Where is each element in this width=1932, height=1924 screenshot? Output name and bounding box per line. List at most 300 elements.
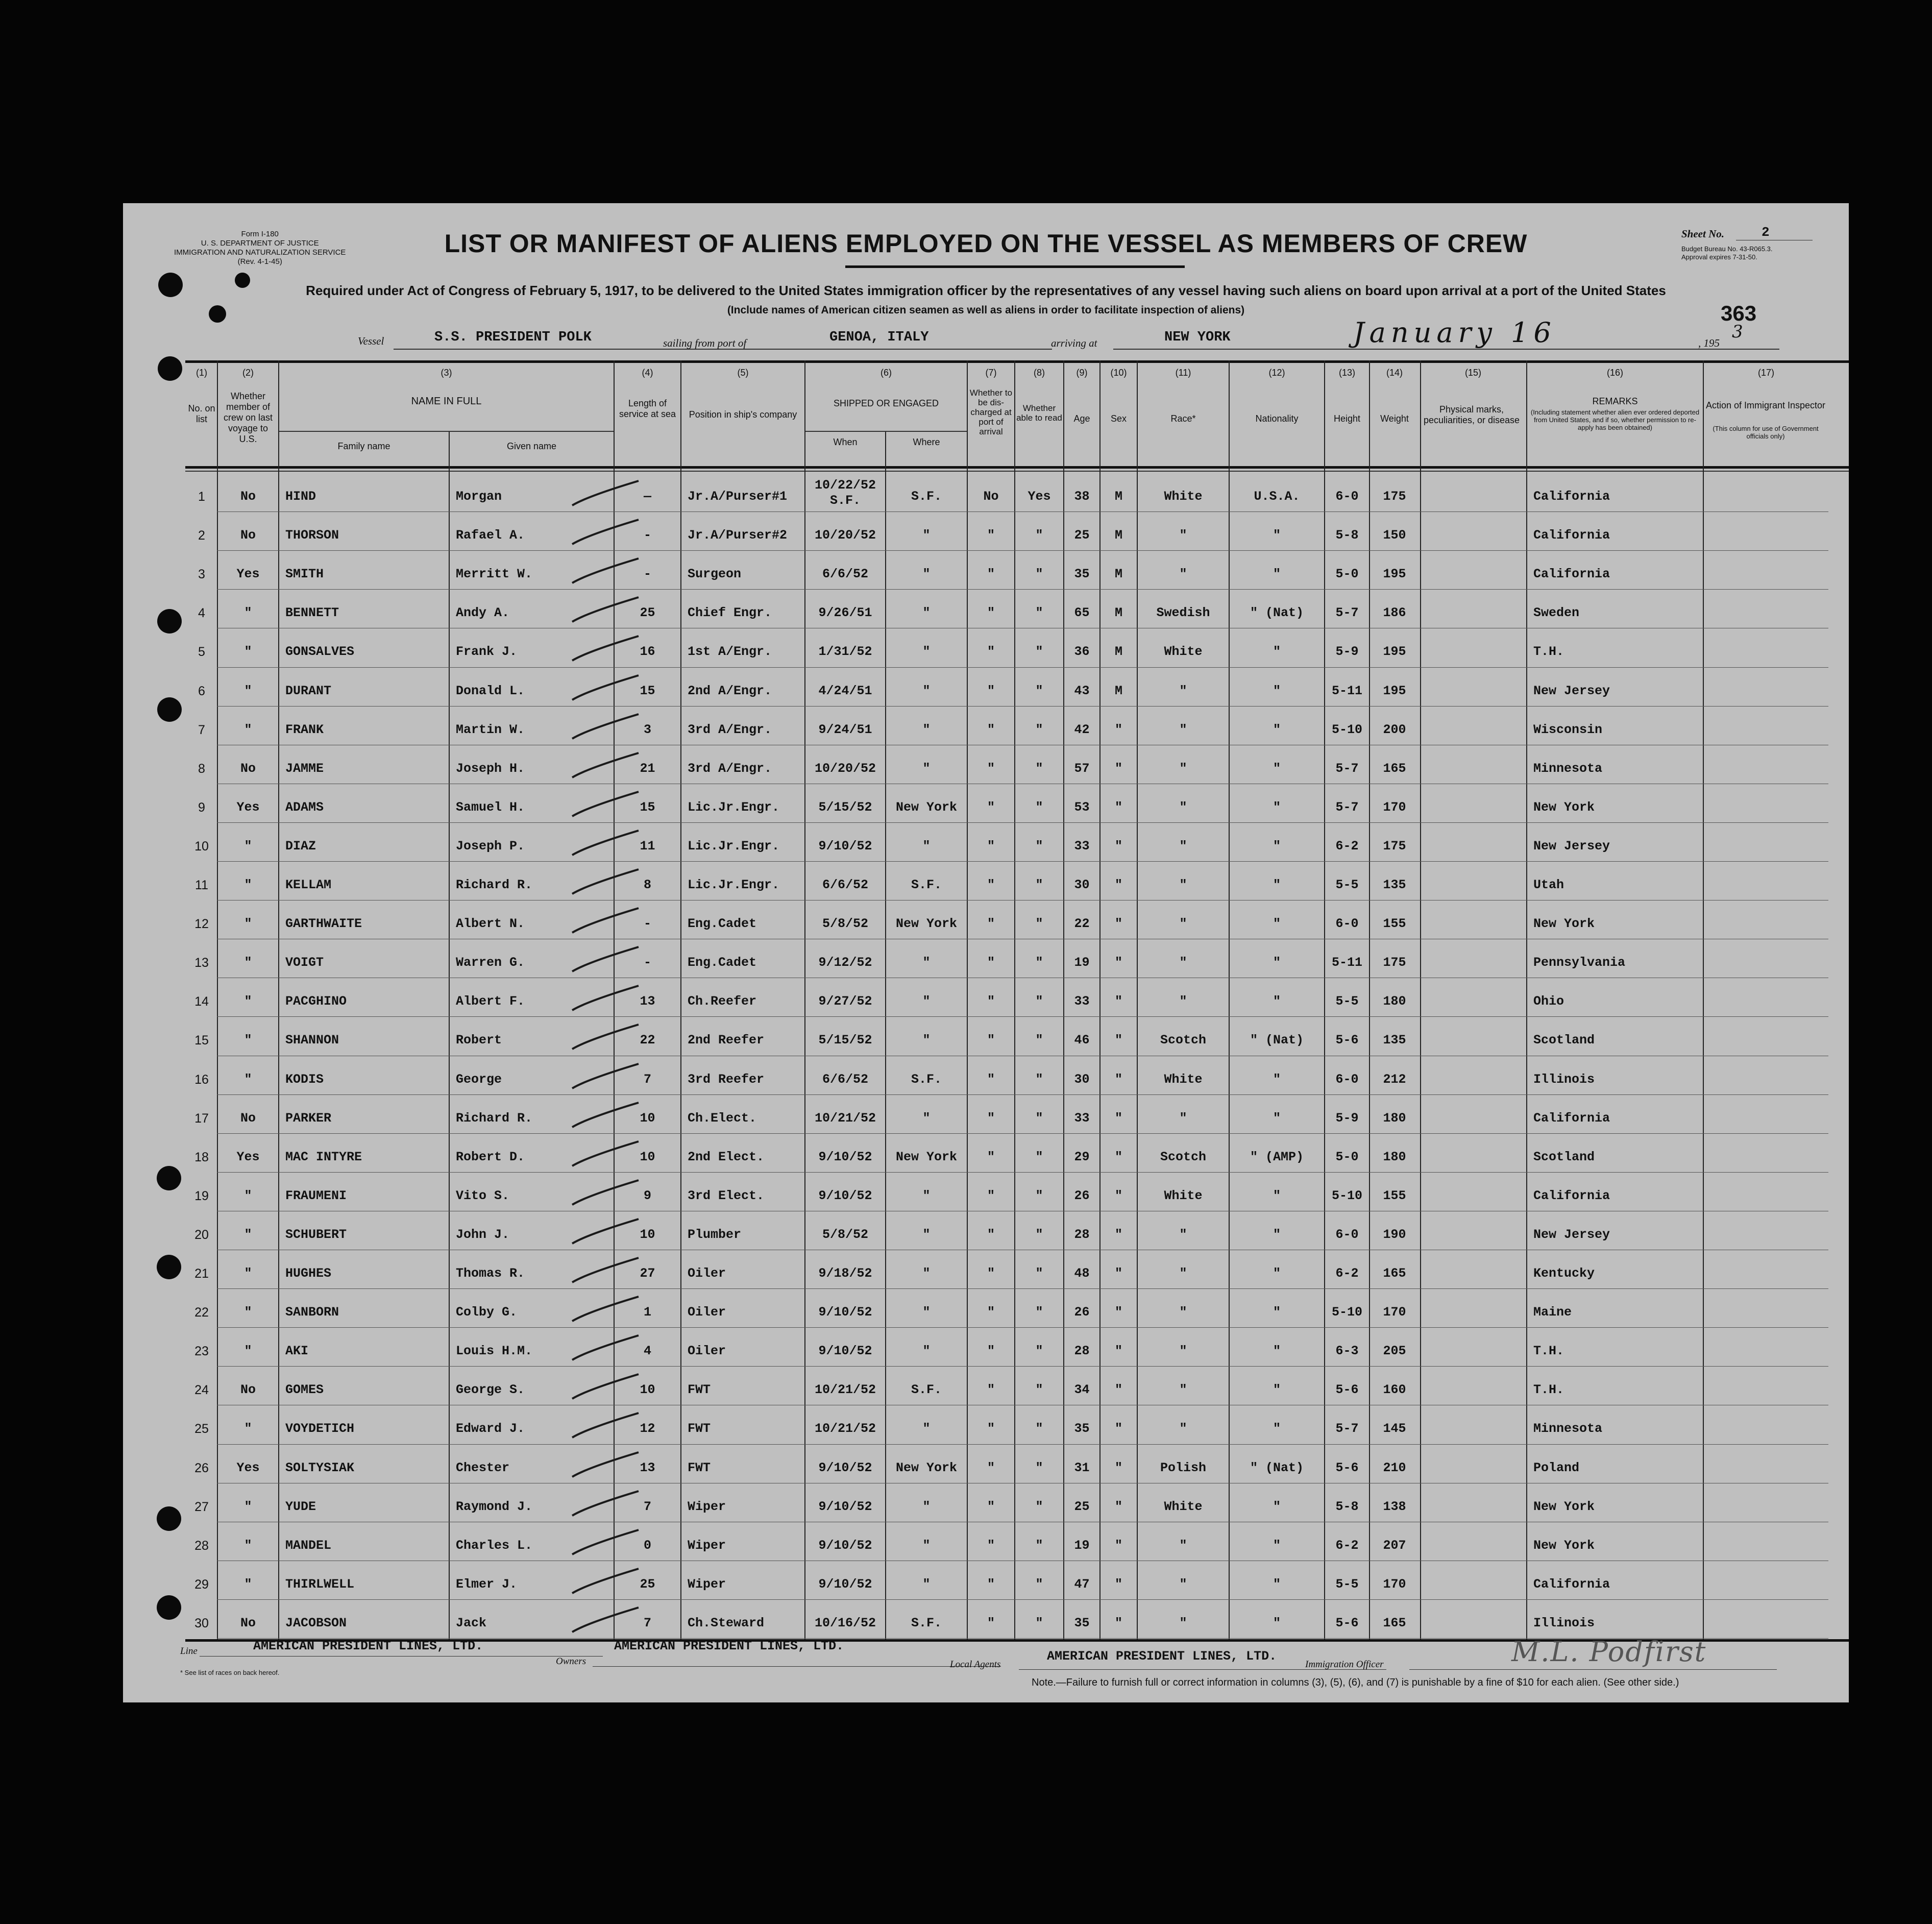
cell-race: White <box>1164 489 1203 504</box>
cell-sex: " <box>1114 1305 1122 1320</box>
cell-disch: " <box>987 761 995 776</box>
cell-crew: " <box>244 1499 252 1514</box>
cell-sex: " <box>1114 1460 1122 1475</box>
cell-family: FRAUMENI <box>285 1188 347 1203</box>
cell-nat: " <box>1273 994 1281 1009</box>
pen-check-mark <box>557 1447 659 1483</box>
cell-read: " <box>1035 528 1043 543</box>
cell-disch: " <box>987 644 995 660</box>
cell-remarks: T.H. <box>1533 644 1564 660</box>
cell-service: - <box>643 955 651 970</box>
cell-family: GONSALVES <box>285 644 355 660</box>
cell-age: 26 <box>1074 1305 1090 1320</box>
cell-position: Jr.A/Purser#1 <box>688 489 788 504</box>
cell-when: 10/16/52 <box>814 1615 876 1630</box>
header-height: Height <box>1333 413 1361 424</box>
column-number: (1) <box>196 368 207 378</box>
cell-disch: " <box>987 1344 995 1359</box>
cell-remarks: California <box>1533 1576 1610 1592</box>
cell-read: " <box>1035 799 1043 815</box>
service-name: IMMIGRATION AND NATURALIZATION SERVICE <box>174 248 346 257</box>
cell-when: 9/18/52 <box>818 1266 872 1281</box>
cell-remarks: Poland <box>1533 1460 1580 1475</box>
cell-disch: " <box>987 1421 995 1436</box>
cell-family: YUDE <box>285 1499 316 1514</box>
row-separator <box>217 667 1828 668</box>
cell-crew: Yes <box>236 1149 260 1164</box>
cell-family: PACGHINO <box>285 994 347 1009</box>
cell-when: 9/10/52 <box>818 1576 872 1592</box>
cell-weight: 155 <box>1383 1188 1406 1203</box>
cell-crew: " <box>244 1266 252 1281</box>
cell-family: SCHUBERT <box>285 1227 347 1242</box>
cell-no: 17 <box>194 1111 209 1126</box>
cell-position: 1st A/Engr. <box>688 644 772 660</box>
cell-where: " <box>922 722 931 737</box>
cell-where: " <box>922 1227 931 1242</box>
pen-check-mark <box>557 670 659 706</box>
cell-weight: 205 <box>1383 1344 1406 1359</box>
cell-crew: Yes <box>236 799 260 815</box>
cell-age: 35 <box>1074 1421 1090 1436</box>
pen-check-mark <box>557 476 659 512</box>
cell-sex: M <box>1114 605 1122 621</box>
cell-nat: " (Nat) <box>1250 1033 1304 1048</box>
cell-age: 35 <box>1074 567 1090 582</box>
cell-remarks: T.H. <box>1533 1344 1564 1359</box>
cell-race: " <box>1179 1305 1187 1320</box>
cell-given: Rafael A. <box>456 528 525 543</box>
arrival-date-handwritten: January 16 <box>1353 316 1556 349</box>
column-rule <box>1526 360 1527 1639</box>
cell-height: 5-0 <box>1335 1149 1359 1164</box>
approval-expiry: Approval expires 7-31-50. <box>1681 253 1757 261</box>
cell-crew: " <box>244 1421 252 1436</box>
cell-disch: " <box>987 916 995 932</box>
footer-owners-label: Owners <box>556 1656 586 1667</box>
column-rule <box>1420 360 1421 1639</box>
cell-weight: 138 <box>1383 1499 1406 1514</box>
cell-sex: " <box>1114 955 1122 970</box>
cell-read: " <box>1035 1110 1043 1126</box>
cell-given: Martin W. <box>456 722 525 737</box>
cell-sex: " <box>1114 761 1122 776</box>
cell-no: 24 <box>194 1383 209 1398</box>
cell-age: 33 <box>1074 1110 1090 1126</box>
cell-family: THIRLWELL <box>285 1576 355 1592</box>
row-separator <box>217 1133 1828 1134</box>
cell-sex: " <box>1114 722 1122 737</box>
budget-number: Budget Bureau No. 43-R065.3. <box>1681 245 1773 253</box>
cell-height: 5-5 <box>1335 878 1359 892</box>
cell-crew: " <box>244 1344 252 1359</box>
cell-age: 48 <box>1074 1266 1090 1281</box>
header-where: Where <box>913 437 940 447</box>
cell-sex: " <box>1114 878 1122 892</box>
header-name-in-full: NAME IN FULL <box>411 396 482 407</box>
cell-position: Wiper <box>688 1538 726 1553</box>
punch-hole <box>157 1166 181 1190</box>
cell-race: " <box>1179 1576 1187 1592</box>
column-number: (11) <box>1175 368 1191 378</box>
cell-age: 19 <box>1074 955 1090 970</box>
cell-position: Lic.Jr.Engr. <box>688 838 780 854</box>
cell-where: S.F. <box>911 1382 942 1398</box>
cell-where: S.F. <box>911 878 942 892</box>
cell-height: 6-2 <box>1335 1538 1359 1553</box>
cell-family: MANDEL <box>285 1538 332 1553</box>
cell-remarks: Ohio <box>1533 994 1564 1009</box>
pen-check-mark <box>557 515 659 550</box>
cell-given: Charles L. <box>456 1538 533 1553</box>
cell-position: 3rd Reefer <box>688 1071 765 1087</box>
cell-disch: " <box>987 1188 995 1203</box>
column-rule <box>278 360 279 1639</box>
cell-where: " <box>922 1576 931 1592</box>
cell-nat: " <box>1273 916 1281 932</box>
row-separator <box>217 1599 1828 1600</box>
cell-nat: " <box>1273 1227 1281 1242</box>
cell-weight: 200 <box>1383 722 1406 737</box>
cell-crew: No <box>240 489 256 504</box>
row-separator <box>217 706 1828 707</box>
cell-service: 21 <box>640 761 655 776</box>
cell-when: 4/24/51 <box>818 683 872 698</box>
cell-where: " <box>922 1033 931 1048</box>
pen-check-mark <box>557 981 659 1016</box>
cell-position: Lic.Jr.Engr. <box>688 799 780 815</box>
cell-age: 19 <box>1074 1538 1090 1553</box>
cell-service: 25 <box>640 1576 655 1592</box>
cell-nat: U.S.A. <box>1254 489 1300 504</box>
cell-age: 26 <box>1074 1188 1090 1203</box>
cell-sex: " <box>1114 1538 1122 1553</box>
cell-remarks: California <box>1533 1188 1610 1203</box>
cell-no: 29 <box>194 1577 209 1592</box>
cell-given: Robert D. <box>456 1149 525 1164</box>
cell-service: 7 <box>643 1071 651 1087</box>
cell-position: 2nd A/Engr. <box>688 683 772 698</box>
cell-given: Albert F. <box>456 994 525 1009</box>
cell-given: Vito S. <box>456 1188 510 1203</box>
cell-height: 5-10 <box>1331 1305 1362 1320</box>
cell-service: 8 <box>643 878 651 892</box>
cell-family: GOMES <box>285 1382 324 1398</box>
arriving-label: arriving at <box>1051 337 1097 349</box>
cell-where: New York <box>895 799 958 815</box>
cell-sex: " <box>1114 916 1122 932</box>
cell-crew: " <box>244 916 252 932</box>
cell-nat: " <box>1273 1421 1281 1436</box>
cell-read: " <box>1035 1538 1043 1553</box>
footer-officer-label: Immigration Officer <box>1305 1659 1384 1670</box>
cell-given: Richard R. <box>456 1110 533 1126</box>
cell-when: 5/15/52 <box>818 1033 872 1048</box>
cell-when: 9/10/52 <box>818 1344 872 1359</box>
cell-when: 5/15/52 <box>818 799 872 815</box>
cell-weight: 175 <box>1383 955 1406 970</box>
cell-family: VOYDETICH <box>285 1421 355 1436</box>
cell-service: 10 <box>640 1227 655 1242</box>
cell-given: Richard R. <box>456 878 533 892</box>
cell-no: 20 <box>194 1227 209 1242</box>
pen-check-mark <box>557 942 659 978</box>
header-nationality: Nationality <box>1255 413 1299 424</box>
cell-position: 2nd Reefer <box>688 1033 765 1048</box>
cell-no: 8 <box>198 761 205 776</box>
department-name: U. S. DEPARTMENT OF JUSTICE <box>201 239 319 248</box>
header-action-note: (This column for use of Government officials only) <box>1713 425 1819 440</box>
cell-where: " <box>922 761 931 776</box>
cell-given: Chester <box>456 1460 510 1475</box>
shipped-header-rule <box>805 431 967 432</box>
pen-check-mark <box>557 1292 659 1327</box>
cell-family: MAC INTYRE <box>285 1149 362 1164</box>
cell-given: Louis H.M. <box>456 1344 533 1359</box>
cell-when: 9/10/52 <box>818 1499 872 1514</box>
cell-sex: " <box>1114 799 1122 815</box>
cell-disch: " <box>987 1499 995 1514</box>
table-header-rule <box>185 466 1849 469</box>
cell-read: " <box>1035 1149 1043 1164</box>
cell-height: 5-11 <box>1331 955 1362 970</box>
cell-remarks: Scotland <box>1533 1149 1595 1164</box>
cell-no: 12 <box>194 917 209 932</box>
row-separator <box>217 1444 1828 1445</box>
cell-read: " <box>1035 1460 1043 1475</box>
cell-race: White <box>1164 644 1203 660</box>
cell-family: HIND <box>285 489 316 504</box>
cell-crew: " <box>244 1538 252 1553</box>
cell-crew: " <box>244 1071 252 1087</box>
cell-disch: " <box>987 878 995 892</box>
header-remarks: REMARKS <box>1592 396 1638 406</box>
cell-race: " <box>1179 1344 1187 1359</box>
cell-weight: 212 <box>1383 1071 1406 1087</box>
cell-remarks: California <box>1533 1110 1610 1126</box>
cell-disch: " <box>987 955 995 970</box>
cell-nat: " <box>1273 761 1281 776</box>
cell-position: Ch.Reefer <box>688 994 757 1009</box>
punch-hole <box>157 1506 181 1531</box>
cell-nat: " <box>1273 878 1281 892</box>
cell-nat: " <box>1273 1615 1281 1630</box>
cell-when: 9/10/52 <box>818 1305 872 1320</box>
cell-remarks: California <box>1533 489 1610 504</box>
cell-where: " <box>922 605 931 621</box>
cell-race: " <box>1179 567 1187 582</box>
cell-nat: " <box>1273 683 1281 698</box>
row-separator <box>217 1094 1828 1095</box>
cell-nat: " <box>1273 528 1281 543</box>
footer-agents-label: Local Agents <box>950 1659 1001 1670</box>
cell-read: " <box>1035 644 1043 660</box>
sailing-port: GENOA, ITALY <box>829 330 929 345</box>
cell-given: Warren G. <box>456 955 525 970</box>
cell-race: " <box>1179 1110 1187 1126</box>
cell-crew: Yes <box>236 567 260 582</box>
cell-position: Wiper <box>688 1499 726 1514</box>
cell-service: - <box>643 567 651 582</box>
cell-no: 2 <box>198 528 205 543</box>
pen-check-mark <box>557 1098 659 1133</box>
cell-crew: " <box>244 1033 252 1048</box>
cell-disch: " <box>987 1110 995 1126</box>
pen-check-mark <box>557 1408 659 1444</box>
cell-sex: " <box>1114 1033 1122 1048</box>
cell-position: 3rd Elect. <box>688 1188 765 1203</box>
cell-disch: " <box>987 1071 995 1087</box>
cell-when: 9/24/51 <box>818 722 872 737</box>
cell-remarks: Sweden <box>1533 605 1580 621</box>
cell-disch: " <box>987 1305 995 1320</box>
cell-remarks: Illinois <box>1533 1071 1595 1087</box>
cell-height: 5-9 <box>1335 644 1359 660</box>
cell-no: 26 <box>194 1460 209 1475</box>
cell-position: 3rd A/Engr. <box>688 722 772 737</box>
pen-check-mark <box>557 748 659 784</box>
cell-age: 33 <box>1074 838 1090 854</box>
header-family-name: Family name <box>337 441 390 451</box>
cell-read: " <box>1035 994 1043 1009</box>
cell-race: " <box>1179 1382 1187 1398</box>
cell-family: HUGHES <box>285 1266 332 1281</box>
cell-no: 5 <box>198 645 205 660</box>
cell-service: 15 <box>640 799 655 815</box>
cell-disch: " <box>987 567 995 582</box>
row-separator <box>217 1327 1828 1328</box>
cell-nat: " (AMP) <box>1250 1149 1304 1164</box>
cell-family: KODIS <box>285 1071 324 1087</box>
cell-where: New York <box>895 1460 958 1475</box>
cell-service: 10 <box>640 1149 655 1164</box>
cell-height: 5-8 <box>1335 1499 1359 1514</box>
column-number: (9) <box>1076 368 1088 378</box>
cell-nat: " <box>1273 1538 1281 1553</box>
cell-weight: 175 <box>1383 838 1406 854</box>
cell-race: " <box>1179 761 1187 776</box>
cell-crew: " <box>244 1305 252 1320</box>
cell-given: George S. <box>456 1382 525 1398</box>
cell-height: 5-7 <box>1335 761 1359 776</box>
pen-check-mark <box>557 592 659 628</box>
cell-remarks: California <box>1533 528 1610 543</box>
cell-disch: " <box>987 1149 995 1164</box>
cell-no: 28 <box>194 1538 209 1553</box>
cell-disch: " <box>987 722 995 737</box>
cell-family: KELLAM <box>285 878 332 892</box>
cell-remarks: Utah <box>1533 878 1564 892</box>
pen-check-mark <box>557 709 659 745</box>
cell-given: Jack <box>456 1615 487 1630</box>
cell-weight: 135 <box>1383 878 1406 892</box>
cell-where: " <box>922 683 931 698</box>
cell-crew: Yes <box>236 1460 260 1475</box>
cell-race: " <box>1179 683 1187 698</box>
cell-weight: 186 <box>1383 605 1406 621</box>
cell-where: " <box>922 1499 931 1514</box>
pen-check-mark <box>557 1564 659 1599</box>
arriving-port: NEW YORK <box>1164 330 1231 345</box>
cell-position: FWT <box>688 1382 711 1398</box>
cell-given: Joseph H. <box>456 761 525 776</box>
cell-age: 22 <box>1074 916 1090 932</box>
cell-weight: 170 <box>1383 799 1406 815</box>
cell-disch: " <box>987 1538 995 1553</box>
cell-nat: " <box>1273 644 1281 660</box>
cell-no: 1 <box>198 490 205 504</box>
cell-family: SANBORN <box>285 1305 339 1320</box>
cell-age: 65 <box>1074 605 1090 621</box>
cell-race: White <box>1164 1071 1203 1087</box>
cell-read: " <box>1035 1266 1043 1281</box>
vessel-name: S.S. PRESIDENT POLK <box>434 330 592 345</box>
cell-height: 5-7 <box>1335 1421 1359 1436</box>
cell-disch: " <box>987 605 995 621</box>
table-top-rule <box>185 360 1849 363</box>
cell-service: 25 <box>640 605 655 621</box>
cell-when: 6/6/52 <box>822 1071 868 1087</box>
pen-check-mark <box>557 864 659 900</box>
cell-height: 5-6 <box>1335 1615 1359 1630</box>
column-number: (16) <box>1606 368 1623 378</box>
cell-family: JACOBSON <box>285 1615 347 1630</box>
header-weight: Weight <box>1380 413 1409 424</box>
row-separator <box>217 1288 1828 1289</box>
cell-read: " <box>1035 1576 1043 1592</box>
cell-when: 10/21/52 <box>814 1421 876 1436</box>
punch-hole <box>158 356 182 381</box>
cell-family: FRANK <box>285 722 324 737</box>
cell-no: 6 <box>198 684 205 698</box>
header-sex: Sex <box>1110 413 1127 424</box>
cell-where: " <box>922 838 931 854</box>
cell-race: " <box>1179 1266 1187 1281</box>
punch-hole <box>157 697 182 722</box>
cell-where: " <box>922 1110 931 1126</box>
cell-family: SOLTYSIAK <box>285 1460 355 1475</box>
cell-read: " <box>1035 1305 1043 1320</box>
cell-race: " <box>1179 722 1187 737</box>
cell-weight: 165 <box>1383 761 1406 776</box>
cell-height: 6-0 <box>1335 916 1359 932</box>
cell-where: " <box>922 644 931 660</box>
cell-nat: " <box>1273 1344 1281 1359</box>
cell-where: S.F. <box>911 489 942 504</box>
cell-read: " <box>1035 1499 1043 1514</box>
pen-check-mark <box>557 1602 659 1638</box>
cell-age: 28 <box>1074 1344 1090 1359</box>
cell-height: 5-6 <box>1335 1033 1359 1048</box>
cell-given: Thomas R. <box>456 1266 525 1281</box>
cell-read: " <box>1035 1071 1043 1087</box>
pen-check-mark <box>557 1253 659 1288</box>
cell-sex: M <box>1114 644 1122 660</box>
cell-height: 5-7 <box>1335 799 1359 815</box>
cell-position: Eng.Cadet <box>688 955 757 970</box>
cell-read: " <box>1035 1344 1043 1359</box>
cell-race: " <box>1179 916 1187 932</box>
cell-family: PARKER <box>285 1110 332 1126</box>
cell-sex: " <box>1114 1266 1122 1281</box>
cell-remarks: New Jersey <box>1533 1227 1610 1242</box>
row-separator <box>217 861 1828 862</box>
column-number: (4) <box>642 368 653 378</box>
cell-read: " <box>1035 916 1043 932</box>
cell-age: 42 <box>1074 722 1090 737</box>
cell-race: Scotch <box>1160 1149 1206 1164</box>
header-given-name: Given name <box>506 441 557 451</box>
